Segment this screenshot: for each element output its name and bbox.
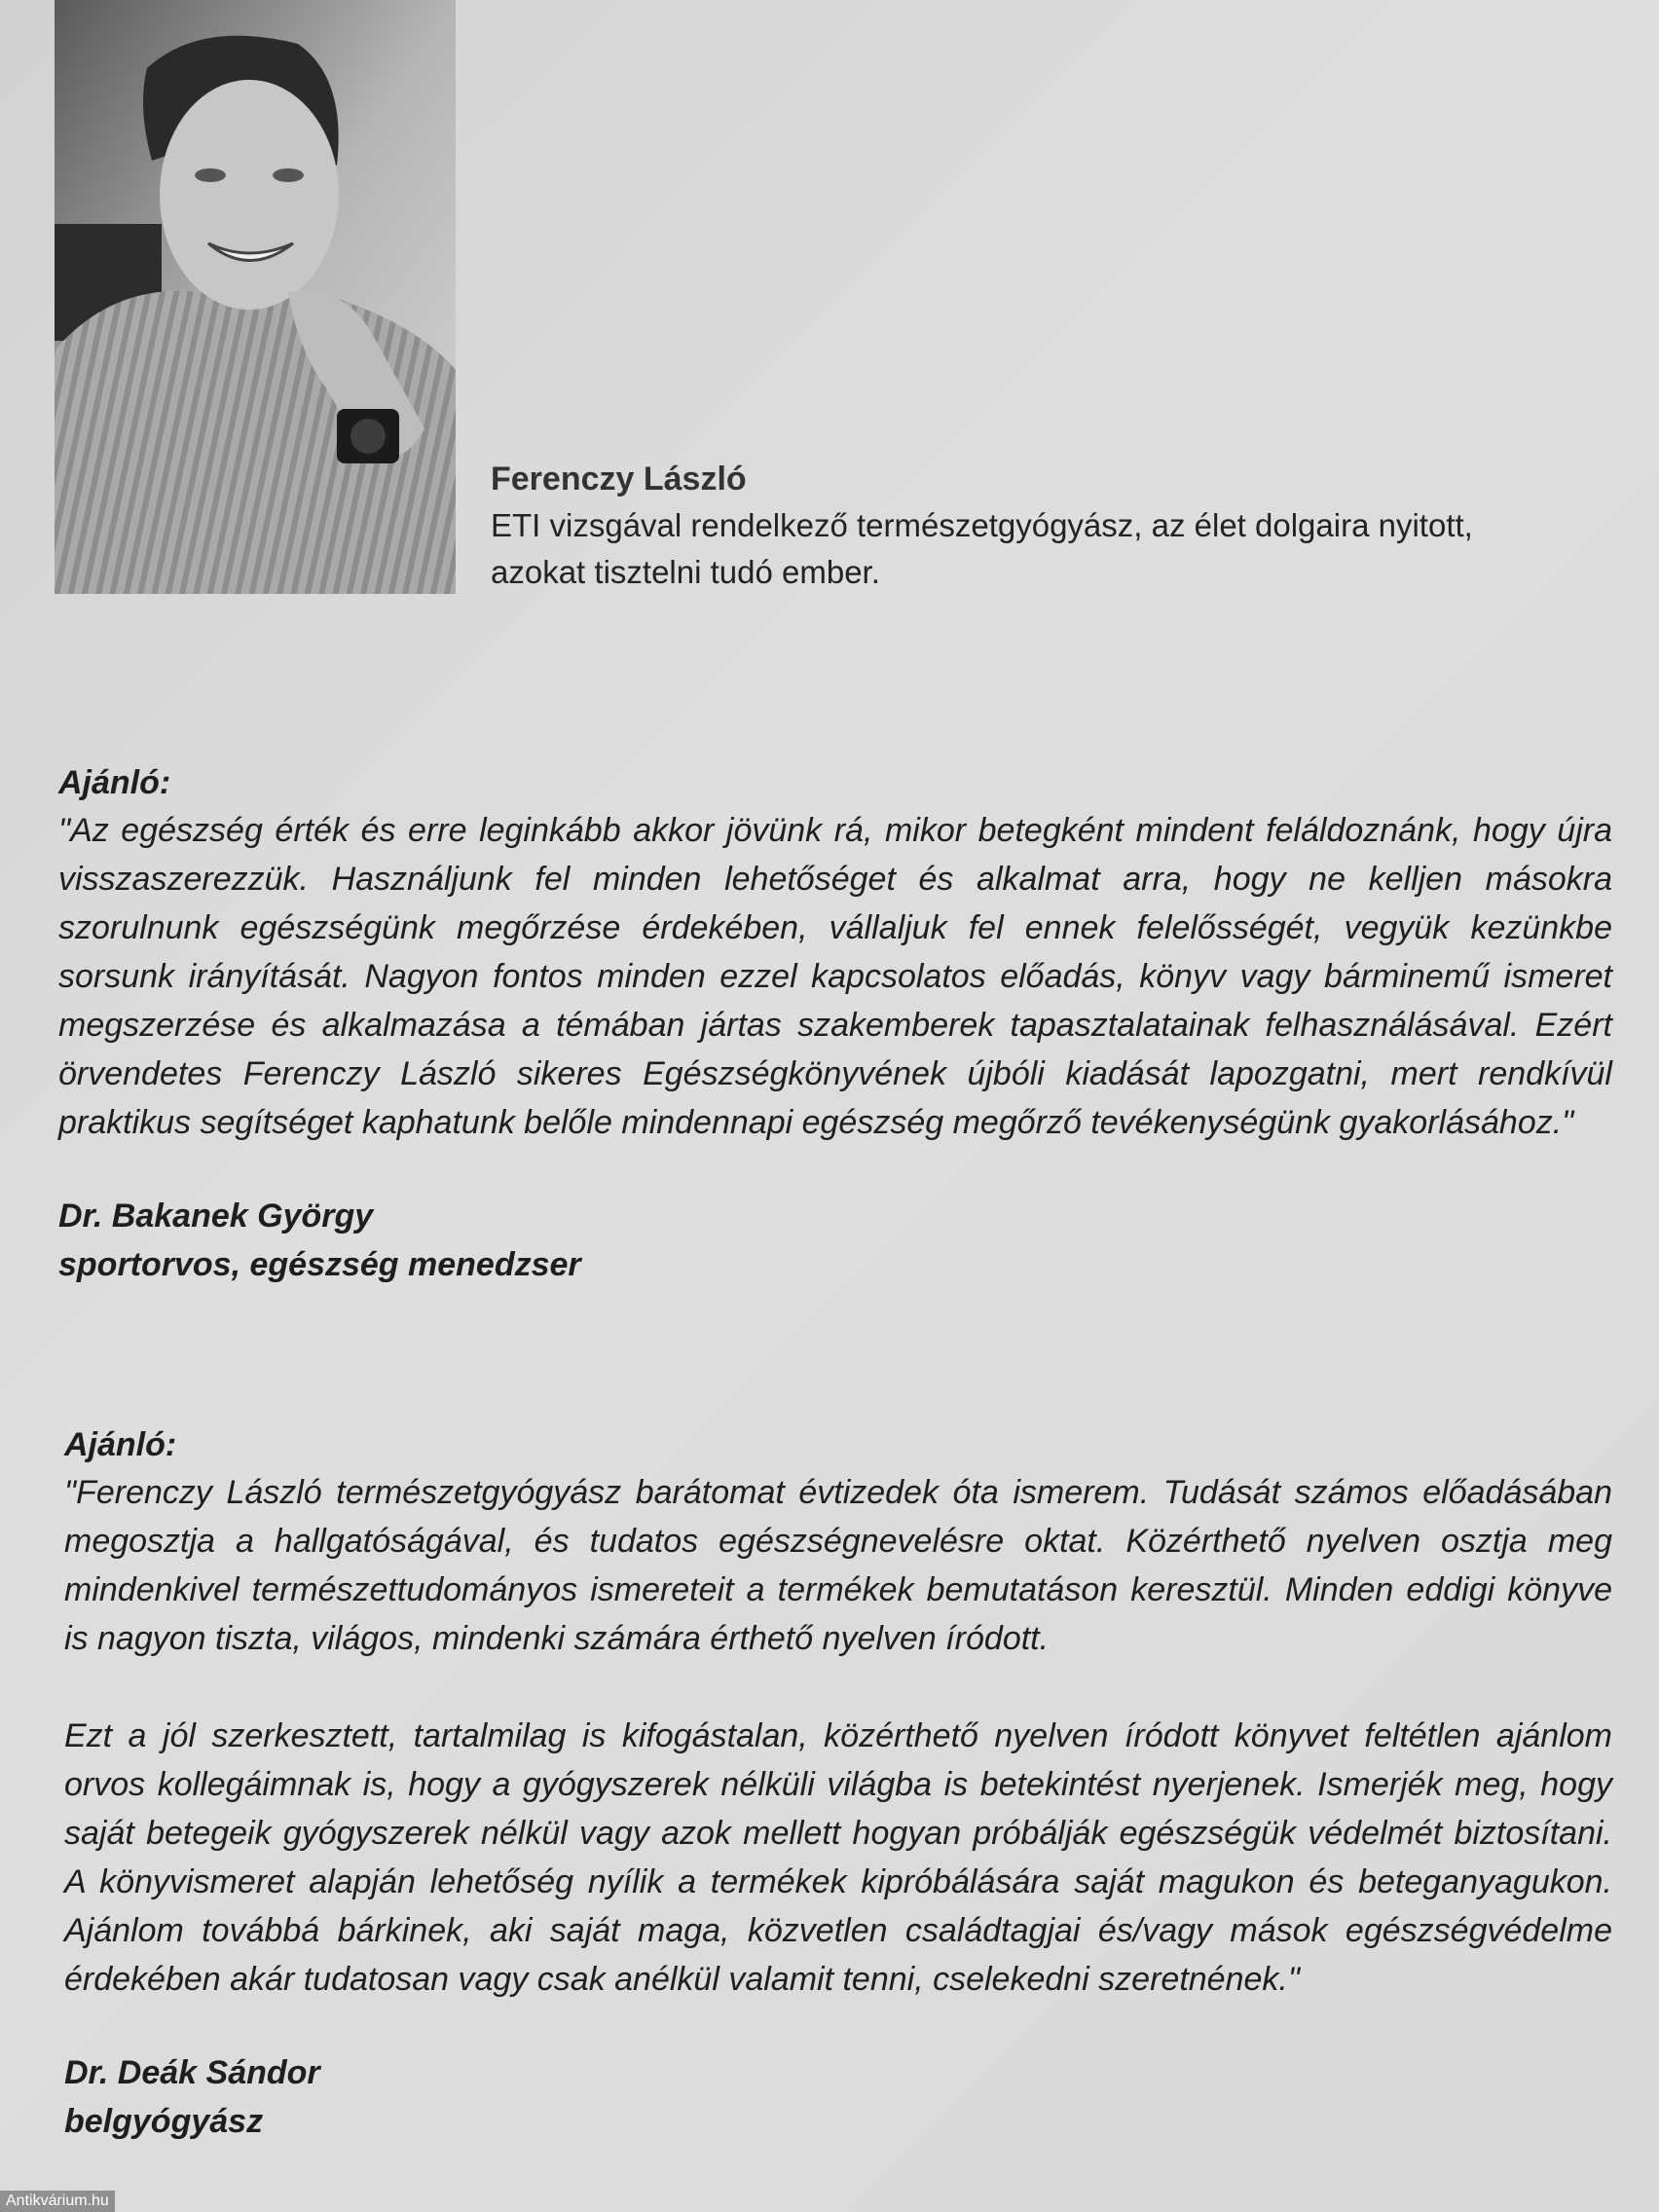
author-photo: [55, 0, 456, 594]
signature-name: Dr. Bakanek György: [58, 1198, 374, 1235]
recommendation-quote-paragraph-1: "Ferenczy László természetgyógyász barátomat évtizedek óta ismerem. Tudását számos előadásában megosztja a hallgatóságával, és tudatos egészségnevelésre oktat. Közérthető nyelven osztja meg mindenkivel természettudományos ismereteit a termékek bemutatáson keresztül. Minden eddigi könyve is nagyon tiszta, világos, mindenki számára érthető nyelven íródott.: [64, 1474, 1612, 1657]
signature-title: belgyógyász: [64, 2103, 264, 2140]
signature-title: sportorvos, egészség menedzser: [58, 1246, 581, 1283]
author-description-line-1: ETI vizsgával rendelkező természetgyógyász, az élet dolgaira nyitott,: [491, 507, 1473, 543]
recommendation-label: Ajánló:: [58, 764, 171, 801]
recommendation-quote-paragraph-2: Ezt a jól szerkesztett, tartalmilag is kifogástalan, közérthető nyelven íródott könyvet feltétlen ajánlom orvos kollegáimnak is, hogy a gyógyszerek nélküli világba is betekintést nyerjenek. Ismerjék meg, hogy saját betegeik gyógyszerek nélkül vagy azok mellett hogyan próbálják egészségük védelmét biztosítani. A könyvismeret alapján lehetőség nyílik a termékek kipróbálására saját magukon és beteganyagukon. Ajánlom továbbá bárkinek, aki saját maga, közvetlen családtagjai és/vagy mások egészségvédelme érdekében akár tudatosan vagy csak anélkül valamit tenni, cselekedni szeretnének.": [64, 1717, 1612, 1998]
recommendation-2: [64, 1421, 1612, 2146]
signature-name: Dr. Deák Sándor: [64, 2054, 320, 2091]
signature-block: [58, 1192, 1612, 1289]
author-name: Ferenczy László: [491, 461, 747, 498]
watermark: Antikvárium.hu: [0, 2191, 115, 2212]
author-info: [491, 456, 1610, 596]
recommendation-1: [58, 759, 1612, 1289]
author-description-line-2: azokat tisztelni tudó ember.: [491, 554, 880, 590]
recommendation-quote: "Az egészség érték és erre leginkább akkor jövünk rá, mikor betegként mindent feláldoznánk, hogy újra visszaszerezzük. Használjunk fel minden lehetőséget és alkalmat arra, hogy ne kelljen másokra szorulnunk egészségünk megőrzése érdekében, vállaljuk fel ennek felelősségét, vegyük kezünkbe sorsunk irányítását. Nagyon fontos minden ezzel kapcsolatos előadás, könyv vagy bárminemű ismeret megszerzése és alkalmazása a témában jártas szakemberek tapasztalatainak felhasználásával. Ezért örvendetes Ferenczy László sikeres Egészségkönyvének újbóli kiadását lapozgatni, mert rendkívül praktikus segítséget kaphatunk belőle mindennapi egészség megőrző tevékenységünk gyakorlásához.": [58, 812, 1612, 1141]
signature-block: [64, 2048, 1612, 2146]
recommendation-label: Ajánló:: [64, 1426, 177, 1463]
